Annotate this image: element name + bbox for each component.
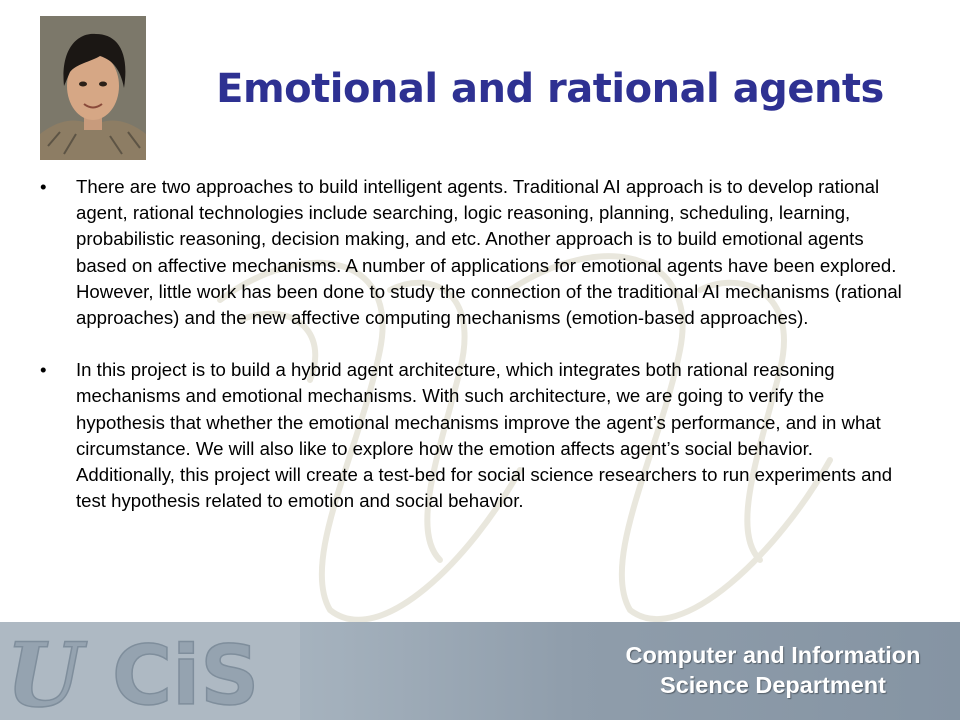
department-line-2: Science Department [660, 672, 886, 698]
slide-title: Emotional and rational agents [216, 66, 884, 112]
svg-text:CiS: CiS [112, 629, 260, 720]
bullet-item [40, 174, 910, 331]
bullet-icon: • [40, 359, 47, 381]
bullet-icon: • [40, 176, 47, 197]
portrait-photo [40, 16, 146, 160]
department-name [608, 640, 938, 700]
bullet-list [40, 174, 910, 514]
department-line-1: Computer and Information [625, 642, 921, 668]
bullet-text: There are two approaches to build intelligent agents. Traditional AI approach is to develop rational agent, rational technologies include searching, logic reasoning, planning, scheduling, learning, probabilistic reasoning, decision making, and etc. Another approach is to build emotional agents based on affective mechanisms. A number of applications for emotional agents have been explored. However, little work has been done to study the connection of the traditional AI mechanisms (rational approaches) and the new affective computing mechanisms (emotion-based approaches). [76, 176, 902, 329]
bullet-item [40, 357, 910, 514]
footer-banner [0, 622, 960, 720]
ucis-logo [0, 622, 300, 720]
svg-text:U: U [6, 623, 83, 720]
bullet-text: In this project is to build a hybrid agent architecture, which integrates both rational reasoning mechanisms and emotional mechanisms. With such architecture, we are going to verify the hypothesis that whether the emotional mechanisms improve the agent’s performance, and in what circumstance. We will also like to explore how the emotion affects agent’s social behavior. Additionally, this project will create a test-bed for social science researchers to run experiments and test hypothesis related to emotion and social behavior. [76, 359, 893, 512]
